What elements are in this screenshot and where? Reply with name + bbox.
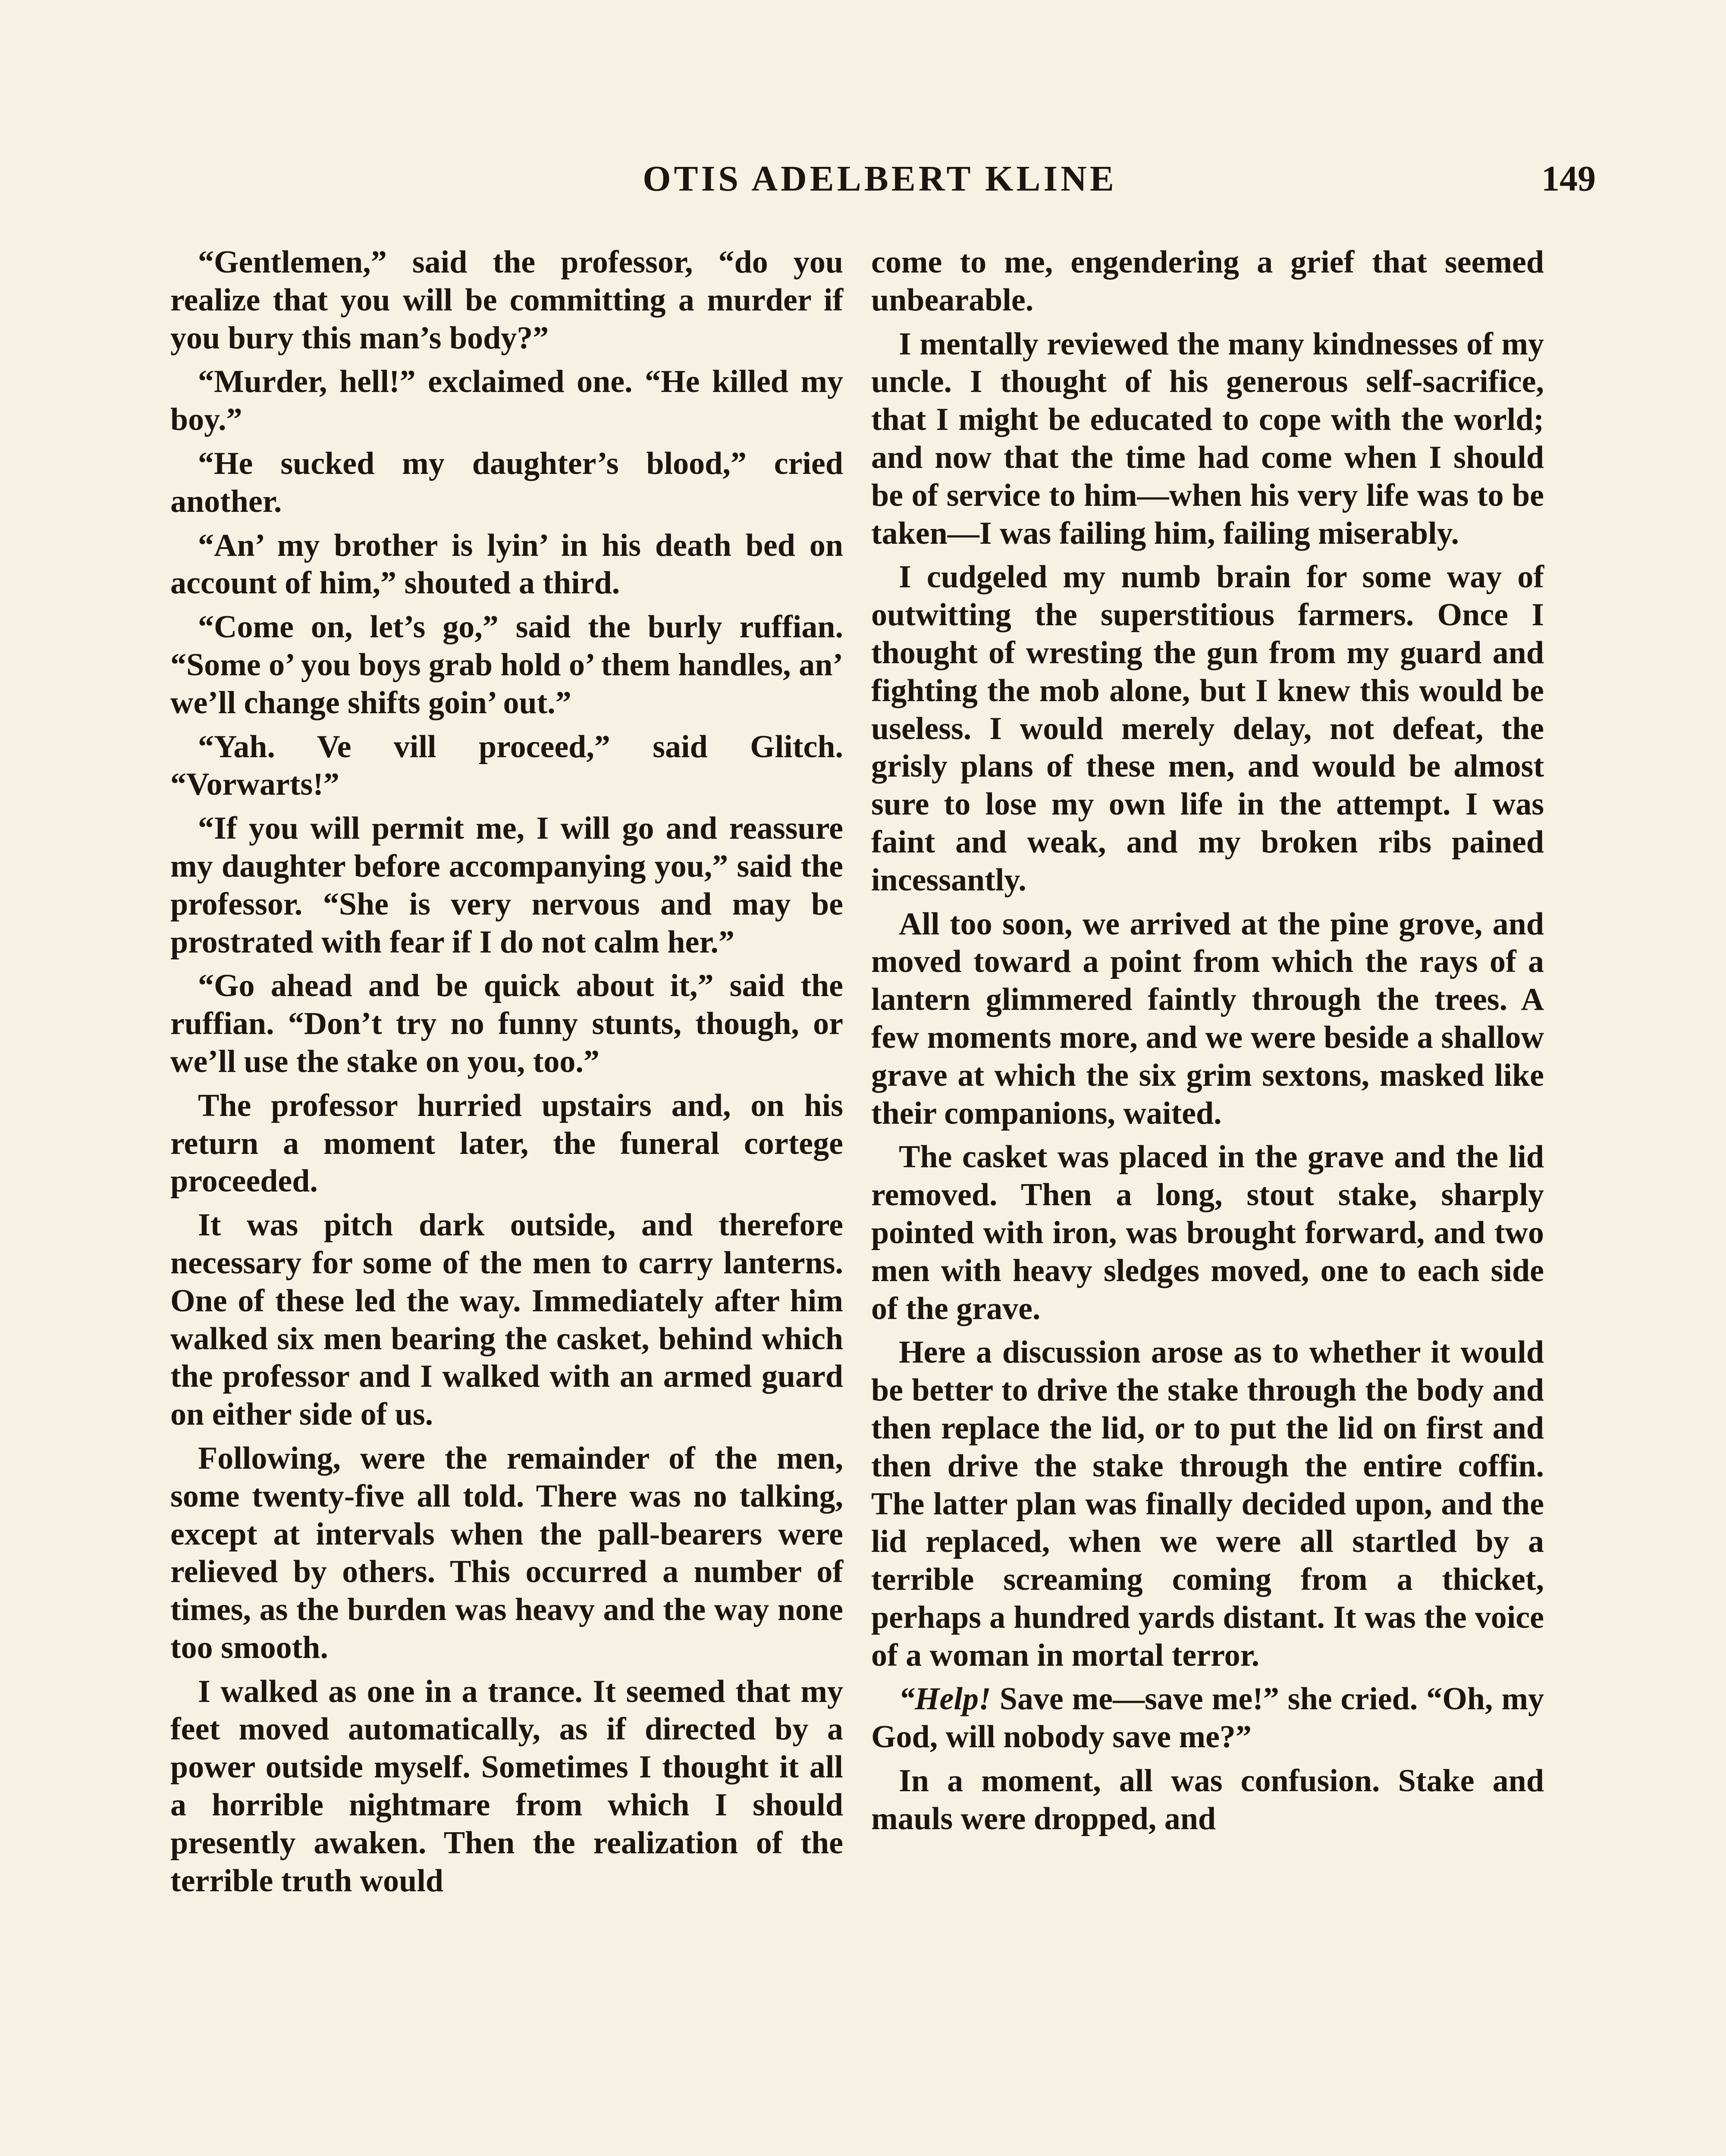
paragraph: Here a discussion arose as to whether it would be better to drive the stake through the body and then replace the lid, or to put the lid on first and then drive the stake through the entire coffin. The latter plan was finally decided upon, and the lid replaced, when we were all startled by a terrible screaming coming from a thicket, perhaps a hundred yards distant. It was the voice of a woman in mortal terror. xyxy=(871,1335,1544,1673)
paragraph: “He sucked my daughter’s blood,” cried another. xyxy=(170,445,843,519)
paragraph: “Come on, let’s go,” said the burly ruffian. “Some o’ you boys grab hold o’ them handles, an’ we’ll change shifts goin’ out.” xyxy=(170,609,843,721)
help-rest: Save me—save me!” she cried. “Oh, my God, will nobody save me?” xyxy=(871,1681,1544,1755)
paragraph: In a moment, all was confusion. Stake and mauls were dropped, and xyxy=(871,1763,1544,1836)
paragraph-help xyxy=(871,1680,1544,1756)
right-column xyxy=(871,244,1544,1844)
paragraph: “Murder, hell!” exclaimed one. “He killed my boy.” xyxy=(170,364,843,438)
paragraph: “If you will permit me, I will go and reassure my daughter before accompanying you,” said the professor. “She is very nervous and may be prostrated with fear if I do not calm her.” xyxy=(170,811,843,960)
paragraph: The casket was placed in the grave and the lid removed. Then a long, stout stake, sharply pointed with iron, was brought forward, and two men with heavy sledges moved, one to each side of the grave. xyxy=(871,1139,1544,1326)
help-italic: “Help! xyxy=(899,1681,991,1717)
page-header xyxy=(164,157,1596,213)
paragraph: I walked as one in a trance. It seemed that my feet moved automatically, as if directed by a power outside myself. Sometimes I thought it all a horrible nightmare from which I should presently awaken. Then the realization of the terrible truth would xyxy=(170,1673,843,1899)
paragraph: “Go ahead and be quick about it,” said the ruffian. “Don’t try no funny stunts, though, or we’ll use the stake on you, too.” xyxy=(170,968,843,1079)
paragraph: It was pitch dark outside, and therefore necessary for some of the men to carry lanterns. One of these led the way. Immediately after him walked six men bearing the casket, behind which the professor and I walked with an armed guard on either side of us. xyxy=(170,1207,843,1432)
paragraph-continuation: come to me, engendering a grief that seemed unbearable. xyxy=(871,244,1544,318)
paragraph: I mentally reviewed the many kindnesses of my uncle. I thought of his generous self-sacrifice, that I might be educated to cope with the world; and now that the time had come when I should be of service to him—when his very life was to be taken—I was failing him, failing miserably. xyxy=(871,326,1544,551)
paragraph: Following, were the remainder of the men, some twenty-five all told. There was no talking, except at intervals when the pall-bearers were relieved by others. This occurred a number of times, as the burden was heavy and the way none too smooth. xyxy=(170,1440,843,1665)
paragraph: I cudgeled my numb brain for some way of outwitting the superstitious farmers. Once I thought of wresting the gun from my guard and fighting the mob alone, but I knew this would be useless. I would merely delay, not defeat, the grisly plans of these men, and would be almost sure to lose my own life in the attempt. I was faint and weak, and my broken ribs pained incessantly. xyxy=(871,559,1544,898)
paragraph: “Gentlemen,” said the professor, “do you realize that you will be committing a murder if you bury this man’s body?” xyxy=(170,244,843,356)
paragraph: “Yah. Ve vill proceed,” said Glitch. “Vorwarts!” xyxy=(170,729,843,802)
paragraph: “An’ my brother is lyin’ in his death bed on account of him,” shouted a third. xyxy=(170,527,843,601)
paragraph: The professor hurried upstairs and, on his return a moment later, the funeral cortege proceeded. xyxy=(170,1087,843,1199)
page-number: 149 xyxy=(1541,159,1596,199)
running-head: OTIS ADELBERT KLINE xyxy=(643,159,1117,199)
left-column xyxy=(170,244,843,1906)
paragraph: All too soon, we arrived at the pine grove, and moved toward a point from which the rays of a lantern glimmered faintly through the trees. A few moments more, and we were beside a shallow grave at which the six grim sextons, masked like their companions, waited. xyxy=(871,906,1544,1131)
